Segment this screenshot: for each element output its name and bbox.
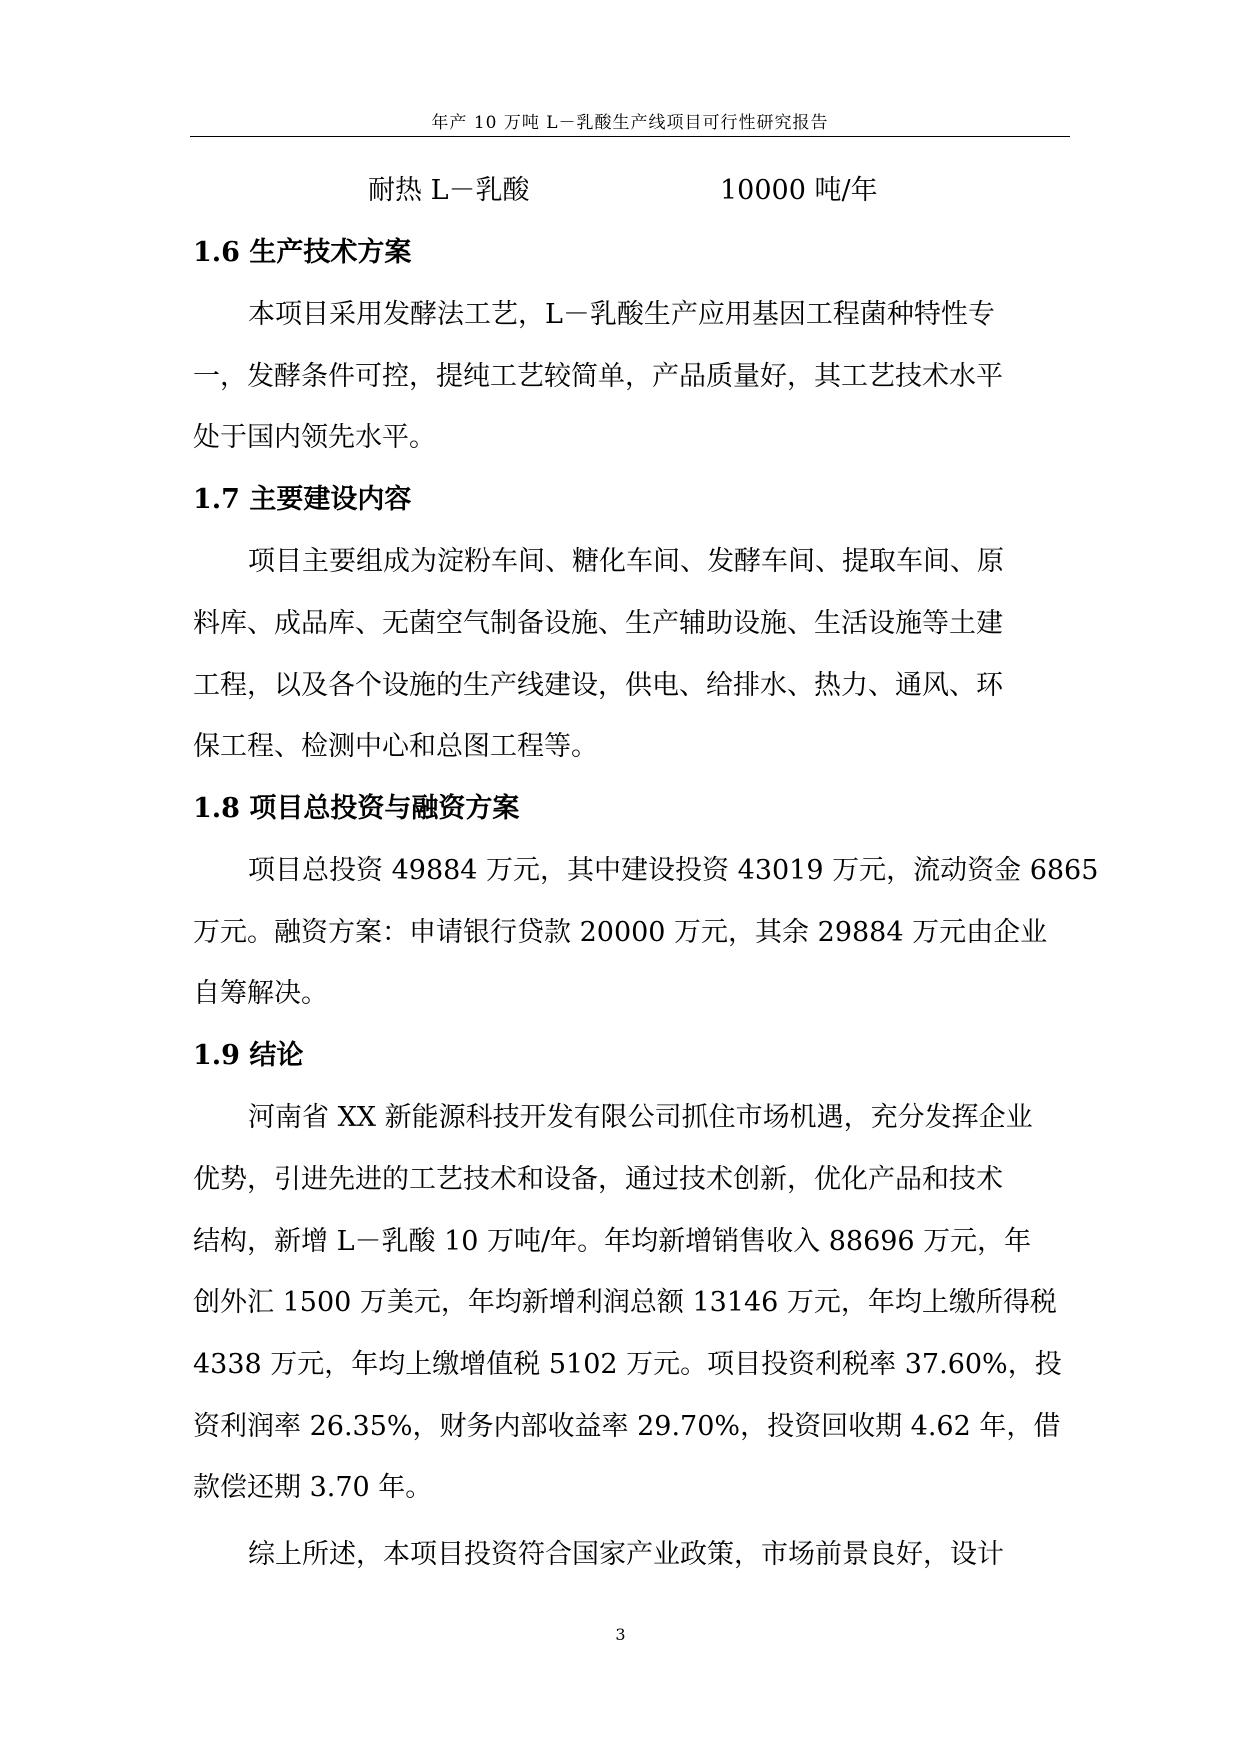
paragraph-line: 保工程、检测中心和总图工程等。 [193, 731, 598, 762]
paragraph-line: 4338 万元，年均上缴增值税 5102 万元。项目投资利税率 37.60%，投 [193, 1349, 1062, 1380]
section-heading-1-9: 1.9 结论 [193, 1040, 304, 1071]
paragraph-line: 资利润率 26.35%，财务内部收益率 29.70%，投资回收期 4.62 年，借 [193, 1411, 1061, 1442]
paragraph-line: 优势，引进先进的工艺技术和设备，通过技术创新，优化产品和技术 [193, 1164, 1003, 1195]
header-divider [190, 136, 1070, 137]
paragraph-line: 一，发酵条件可控，提纯工艺较简单，产品质量好，其工艺技术水平 [193, 361, 1003, 392]
paragraph-line: 河南省 XX 新能源科技开发有限公司抓住市场机遇，充分发挥企业 [248, 1102, 1033, 1133]
paragraph-line: 工程，以及各个设施的生产线建设，供电、给排水、热力、通风、环 [193, 670, 1003, 701]
product-capacity: 10000 吨/年 [720, 175, 878, 206]
paragraph-line: 创外汇 1500 万美元，年均新增利润总额 13146 万元，年均上缴所得税 [193, 1287, 1057, 1318]
page-number: 3 [615, 1625, 626, 1644]
paragraph-line: 自筹解决。 [193, 978, 328, 1009]
paragraph-line: 结构，新增 L－乳酸 10 万吨/年。年均新增销售收入 88696 万元，年 [193, 1226, 1032, 1257]
paragraph-line: 万元。融资方案：申请银行贷款 20000 万元，其余 29884 万元由企业 [193, 917, 1048, 948]
product-name: 耐热 L－乳酸 [368, 175, 530, 206]
paragraph-line: 项目主要组成为淀粉车间、糖化车间、发酵车间、提取车间、原 [248, 546, 1004, 577]
paragraph-line: 综上所述，本项目投资符合国家产业政策，市场前景良好，设计 [248, 1539, 1004, 1570]
page-header-title: 年产 10 万吨 L－乳酸生产线项目可行性研究报告 [431, 113, 829, 133]
section-heading-1-7: 1.7 主要建设内容 [193, 484, 412, 515]
paragraph-line: 处于国内领先水平。 [193, 422, 436, 453]
paragraph-line: 款偿还期 3.70 年。 [193, 1472, 433, 1503]
paragraph-line: 本项目采用发酵法工艺，L－乳酸生产应用基因工程菌种特性专 [248, 299, 995, 330]
section-heading-1-8: 1.8 项目总投资与融资方案 [193, 793, 520, 824]
paragraph-line: 料库、成品库、无菌空气制备设施、生产辅助设施、生活设施等土建 [193, 608, 1003, 639]
paragraph-line: 项目总投资 49884 万元，其中建设投资 43019 万元，流动资金 6865 [248, 855, 1099, 886]
section-heading-1-6: 1.6 生产技术方案 [193, 237, 412, 268]
